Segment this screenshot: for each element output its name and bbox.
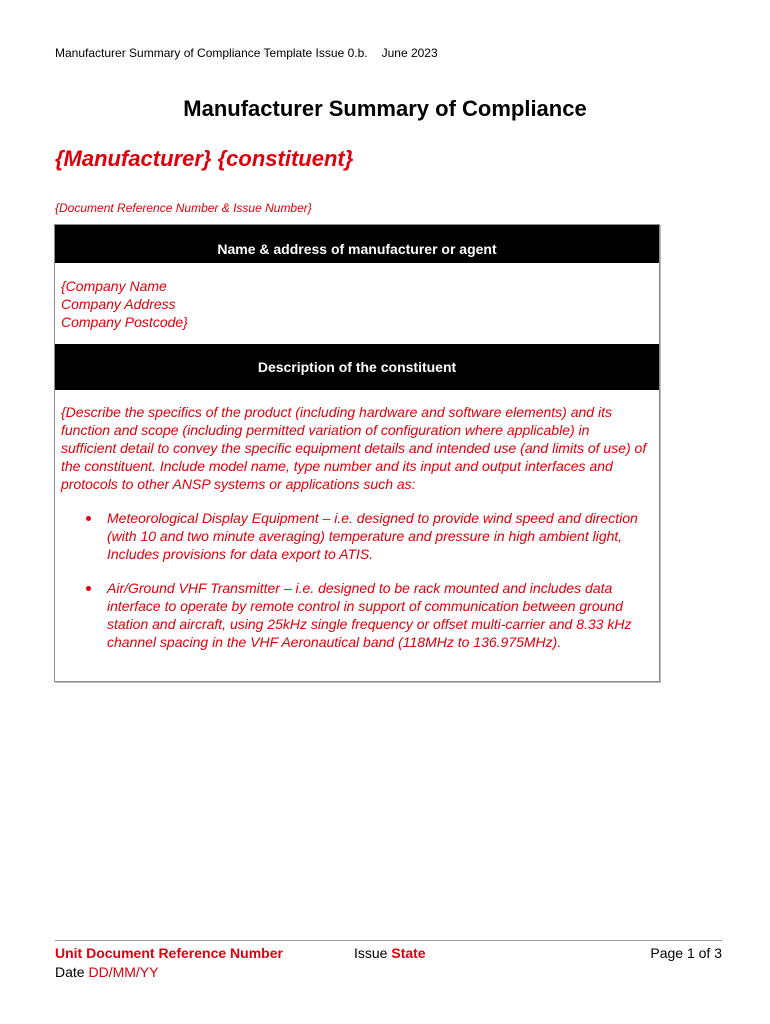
unit-document-reference: Unit Document Reference Number	[55, 945, 283, 961]
example-list	[55, 509, 655, 667]
company-postcode-line: Company Postcode}	[61, 314, 188, 330]
manufacturer-section-header: Name & address of manufacturer or agent	[55, 225, 659, 263]
list-item	[55, 509, 655, 563]
page-number: Page 1 of 3	[650, 945, 722, 961]
list-item-text: Meteorological Display Equipment – i.e. designed to provide wind speed and direction (with 10 and two minute averaging) temperature and pressure in high ambient light, Includes provisions for data export to ATIS.	[107, 510, 638, 562]
footer-issue	[354, 944, 426, 963]
company-address-line: Company Address	[61, 296, 176, 312]
header-template-line: Manufacturer Summary of Compliance Template Issue 0.b.	[55, 46, 368, 60]
company-name-line: {Company Name	[61, 278, 167, 294]
manufacturer-constituent-heading: {Manufacturer} {constituent}	[55, 146, 354, 171]
constituent-section-header: Description of the constituent	[55, 344, 659, 390]
document-title: Manufacturer Summary of Compliance	[183, 96, 587, 121]
issue-label: Issue	[354, 945, 388, 961]
document-reference: {Document Reference Number & Issue Number}	[55, 201, 312, 215]
running-header	[55, 46, 438, 60]
list-item	[55, 579, 655, 651]
compliance-table	[54, 224, 660, 682]
list-item-text: Air/Ground VHF Transmitter – i.e. designed to be rack mounted and includes data interface to operate by remote control in support of communication between ground station and aircraft, using 25kHz single frequency or offset multi-carrier and 8.33 kHz channel spacing in the VHF Aeronautical band (118MHz to 136.975MHz).	[107, 580, 632, 650]
bullet-icon	[86, 516, 91, 521]
footer-date-row	[55, 963, 283, 982]
footer-divider	[55, 940, 722, 941]
date-value: DD/MM/YY	[88, 964, 159, 980]
footer-reference-block	[55, 944, 283, 982]
constituent-description: {Describe the specifics of the product (including hardware and software elements) and its function and scope (including permitted variation of configuration where applicable) in sufficient detail to convey the specific equipment details and intended use (and limits of use) of the constituent. Include model name, type number and its input and output interfaces and protocols to other ANSP systems or applications such as:	[61, 404, 647, 492]
issue-state: State	[391, 945, 426, 961]
date-label: Date	[55, 964, 85, 980]
manufacturer-address-block	[61, 277, 188, 331]
header-date: June 2023	[381, 46, 438, 60]
bullet-icon	[86, 586, 91, 591]
